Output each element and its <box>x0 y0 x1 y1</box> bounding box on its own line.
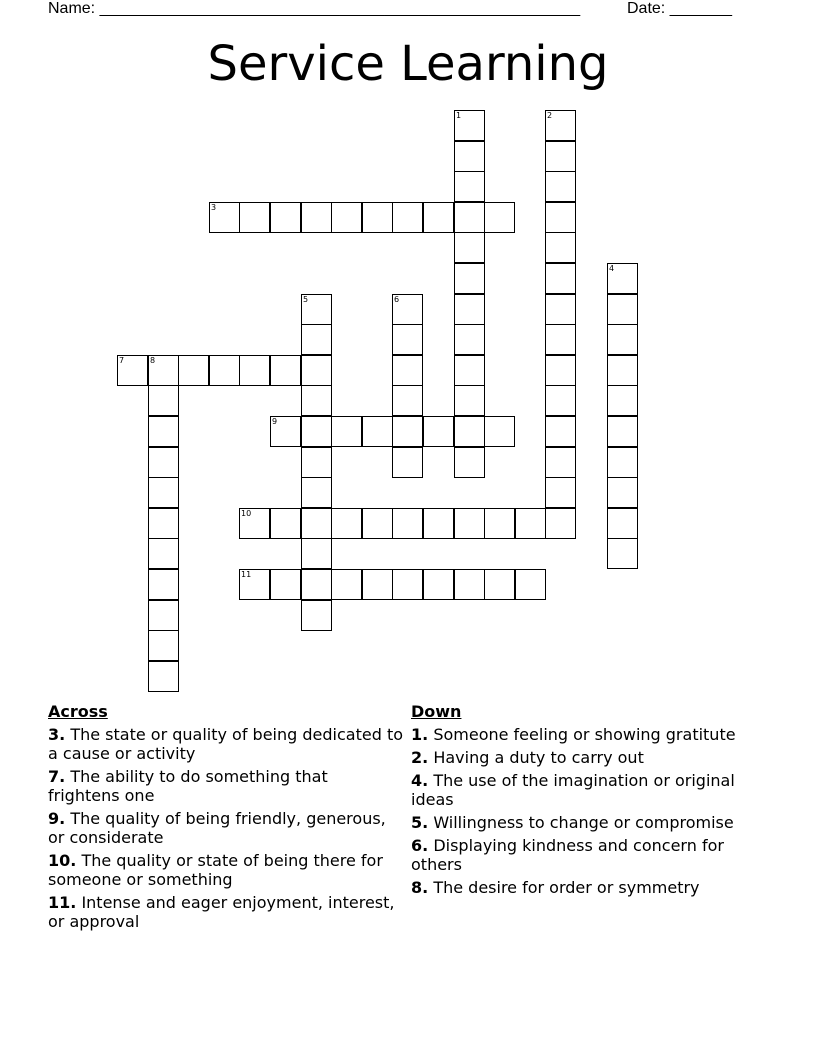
grid-cell[interactable] <box>209 202 240 233</box>
clue-item <box>411 748 766 767</box>
grid-cell[interactable] <box>331 202 362 233</box>
grid-cell[interactable] <box>454 569 485 600</box>
grid-cell[interactable] <box>454 324 485 355</box>
grid-cell[interactable] <box>392 508 423 539</box>
grid-cell[interactable] <box>454 508 485 539</box>
clue-number: 9 <box>272 417 278 426</box>
grid-cell[interactable] <box>423 202 454 233</box>
clue-item-number: 11. <box>48 893 77 912</box>
across-clue-list <box>48 725 403 931</box>
clue-item-number: 3. <box>48 725 66 744</box>
grid-cell[interactable] <box>148 538 179 569</box>
grid-cell[interactable] <box>392 569 423 600</box>
grid-cell[interactable] <box>545 263 576 294</box>
grid-cell[interactable] <box>148 416 179 447</box>
clue-item-number: 6. <box>411 836 429 855</box>
grid-cell[interactable] <box>117 355 148 386</box>
header-line <box>0 0 816 18</box>
grid-cell[interactable] <box>607 263 638 294</box>
grid-cell[interactable] <box>484 569 515 600</box>
grid-cell[interactable] <box>423 569 454 600</box>
grid-cell[interactable] <box>545 385 576 416</box>
grid-cell[interactable] <box>607 324 638 355</box>
grid-cell[interactable] <box>423 416 454 447</box>
down-heading: Down <box>411 702 462 721</box>
grid-cell[interactable] <box>515 508 546 539</box>
grid-cell[interactable] <box>239 569 270 600</box>
grid-cell[interactable] <box>331 508 362 539</box>
grid-cell[interactable] <box>301 600 332 631</box>
clue-item-text: Having a duty to carry out <box>433 748 644 767</box>
clue-number: 2 <box>547 111 553 120</box>
grid-cell[interactable] <box>209 355 240 386</box>
grid-cell[interactable] <box>148 569 179 600</box>
grid-cell[interactable] <box>392 385 423 416</box>
grid-cell[interactable] <box>484 202 515 233</box>
grid-cell[interactable] <box>148 477 179 508</box>
grid-cell[interactable] <box>545 141 576 172</box>
grid-cell[interactable] <box>331 416 362 447</box>
grid-cell[interactable] <box>454 141 485 172</box>
grid-cell[interactable] <box>607 538 638 569</box>
grid-cell[interactable] <box>545 171 576 202</box>
grid-cell[interactable] <box>239 508 270 539</box>
grid-cell[interactable] <box>545 355 576 386</box>
grid-cell[interactable] <box>301 477 332 508</box>
clue-item <box>48 767 403 805</box>
clue-item-text: The use of the imagination or original ideas <box>411 771 735 809</box>
grid-cell[interactable] <box>607 416 638 447</box>
grid-cell[interactable] <box>545 232 576 263</box>
grid-cell[interactable] <box>362 508 393 539</box>
grid-cell[interactable] <box>148 600 179 631</box>
clue-item-text: The state or quality of being dedicated to a cause or activity <box>48 725 404 763</box>
grid-cell[interactable] <box>545 202 576 233</box>
grid-cell[interactable] <box>270 202 301 233</box>
grid-cell[interactable] <box>362 202 393 233</box>
clue-number: 4 <box>609 264 615 273</box>
grid-cell[interactable] <box>301 416 332 447</box>
grid-cell[interactable] <box>270 508 301 539</box>
grid-cell[interactable] <box>454 447 485 478</box>
name-field-label[interactable]: Name: ______________________________________________________ <box>48 0 581 17</box>
grid-cell[interactable] <box>148 385 179 416</box>
grid-cell[interactable] <box>148 661 179 692</box>
clue-item-text: Someone feeling or showing gratitute <box>433 725 736 744</box>
clue-item <box>48 809 403 847</box>
grid-cell[interactable] <box>301 202 332 233</box>
grid-cell[interactable] <box>545 447 576 478</box>
grid-cell[interactable] <box>148 508 179 539</box>
grid-cell[interactable] <box>178 355 209 386</box>
grid-cell[interactable] <box>392 324 423 355</box>
clue-item <box>411 771 766 809</box>
grid-cell[interactable] <box>607 508 638 539</box>
grid-cell[interactable] <box>301 569 332 600</box>
clue-number: 7 <box>119 356 125 365</box>
grid-cell[interactable] <box>301 385 332 416</box>
grid-cell[interactable] <box>454 294 485 325</box>
grid-cell[interactable] <box>392 355 423 386</box>
grid-cell[interactable] <box>515 569 546 600</box>
clue-item <box>411 725 766 744</box>
clue-item-text: The quality of being friendly, generous, or considerate <box>48 809 386 847</box>
clue-item <box>48 851 403 889</box>
clue-item-number: 4. <box>411 771 429 790</box>
clue-number: 6 <box>394 295 400 304</box>
clue-number: 10 <box>241 509 252 518</box>
grid-cell[interactable] <box>270 416 301 447</box>
clue-number: 5 <box>303 295 309 304</box>
down-clues <box>411 702 766 901</box>
grid-cell[interactable] <box>545 294 576 325</box>
grid-cell[interactable] <box>545 508 576 539</box>
grid-cell[interactable] <box>270 355 301 386</box>
grid-cell[interactable] <box>331 569 362 600</box>
grid-cell[interactable] <box>362 416 393 447</box>
grid-cell[interactable] <box>545 416 576 447</box>
grid-cell[interactable] <box>454 385 485 416</box>
down-clue-list <box>411 725 766 897</box>
clue-number: 3 <box>211 203 217 212</box>
grid-cell[interactable] <box>454 263 485 294</box>
clue-item-number: 2. <box>411 748 429 767</box>
grid-cell[interactable] <box>607 477 638 508</box>
grid-cell[interactable] <box>392 447 423 478</box>
across-clues <box>48 702 403 935</box>
clue-item-number: 5. <box>411 813 429 832</box>
grid-cell[interactable] <box>607 355 638 386</box>
grid-cell[interactable] <box>484 508 515 539</box>
date-field-label[interactable]: Date: _______ <box>627 0 732 17</box>
grid-cell[interactable] <box>484 416 515 447</box>
grid-cell[interactable] <box>454 355 485 386</box>
clue-item <box>48 893 403 931</box>
clue-item <box>411 836 766 874</box>
clue-item-number: 10. <box>48 851 77 870</box>
clue-number: 8 <box>150 356 156 365</box>
clue-item <box>48 725 403 763</box>
clue-number: 1 <box>456 111 462 120</box>
clue-item <box>411 878 766 897</box>
grid-cell[interactable] <box>545 477 576 508</box>
grid-cell[interactable] <box>301 508 332 539</box>
clue-item <box>411 813 766 832</box>
page-title: Service Learning <box>207 36 609 92</box>
grid-cell[interactable] <box>148 447 179 478</box>
clue-number: 11 <box>241 570 252 579</box>
grid-cell[interactable] <box>607 294 638 325</box>
clue-item-number: 8. <box>411 878 429 897</box>
clue-item-text: The quality or state of being there for someone or something <box>48 851 383 889</box>
grid-cell[interactable] <box>239 355 270 386</box>
grid-cell[interactable] <box>545 324 576 355</box>
clue-item-text: Displaying kindness and concern for others <box>411 836 724 874</box>
grid-cell[interactable] <box>148 355 179 386</box>
grid-cell[interactable] <box>454 202 485 233</box>
grid-cell[interactable] <box>362 569 393 600</box>
grid-cell[interactable] <box>270 569 301 600</box>
grid-cell[interactable] <box>607 385 638 416</box>
grid-cell[interactable] <box>148 630 179 661</box>
clue-item-text: Willingness to change or compromise <box>433 813 734 832</box>
grid-cell[interactable] <box>454 416 485 447</box>
clue-item-number: 9. <box>48 809 66 828</box>
grid-cell[interactable] <box>392 416 423 447</box>
clue-item-text: The ability to do something that frightens one <box>48 767 328 805</box>
grid-cell[interactable] <box>301 294 332 325</box>
clue-item-text: The desire for order or symmetry <box>433 878 700 897</box>
grid-cell[interactable] <box>607 447 638 478</box>
grid-cell[interactable] <box>545 110 576 141</box>
grid-cell[interactable] <box>301 538 332 569</box>
clue-item-text: Intense and eager enjoyment, interest, or approval <box>48 893 395 931</box>
grid-cell[interactable] <box>392 202 423 233</box>
grid-cell[interactable] <box>239 202 270 233</box>
grid-cell[interactable] <box>454 171 485 202</box>
clue-item-number: 7. <box>48 767 66 786</box>
clue-item-number: 1. <box>411 725 429 744</box>
grid-cell[interactable] <box>423 508 454 539</box>
grid-cell[interactable] <box>454 110 485 141</box>
grid-cell[interactable] <box>301 355 332 386</box>
grid-cell[interactable] <box>454 232 485 263</box>
grid-cell[interactable] <box>301 324 332 355</box>
grid-cell[interactable] <box>392 294 423 325</box>
across-heading: Across <box>48 702 108 721</box>
grid-cell[interactable] <box>301 447 332 478</box>
